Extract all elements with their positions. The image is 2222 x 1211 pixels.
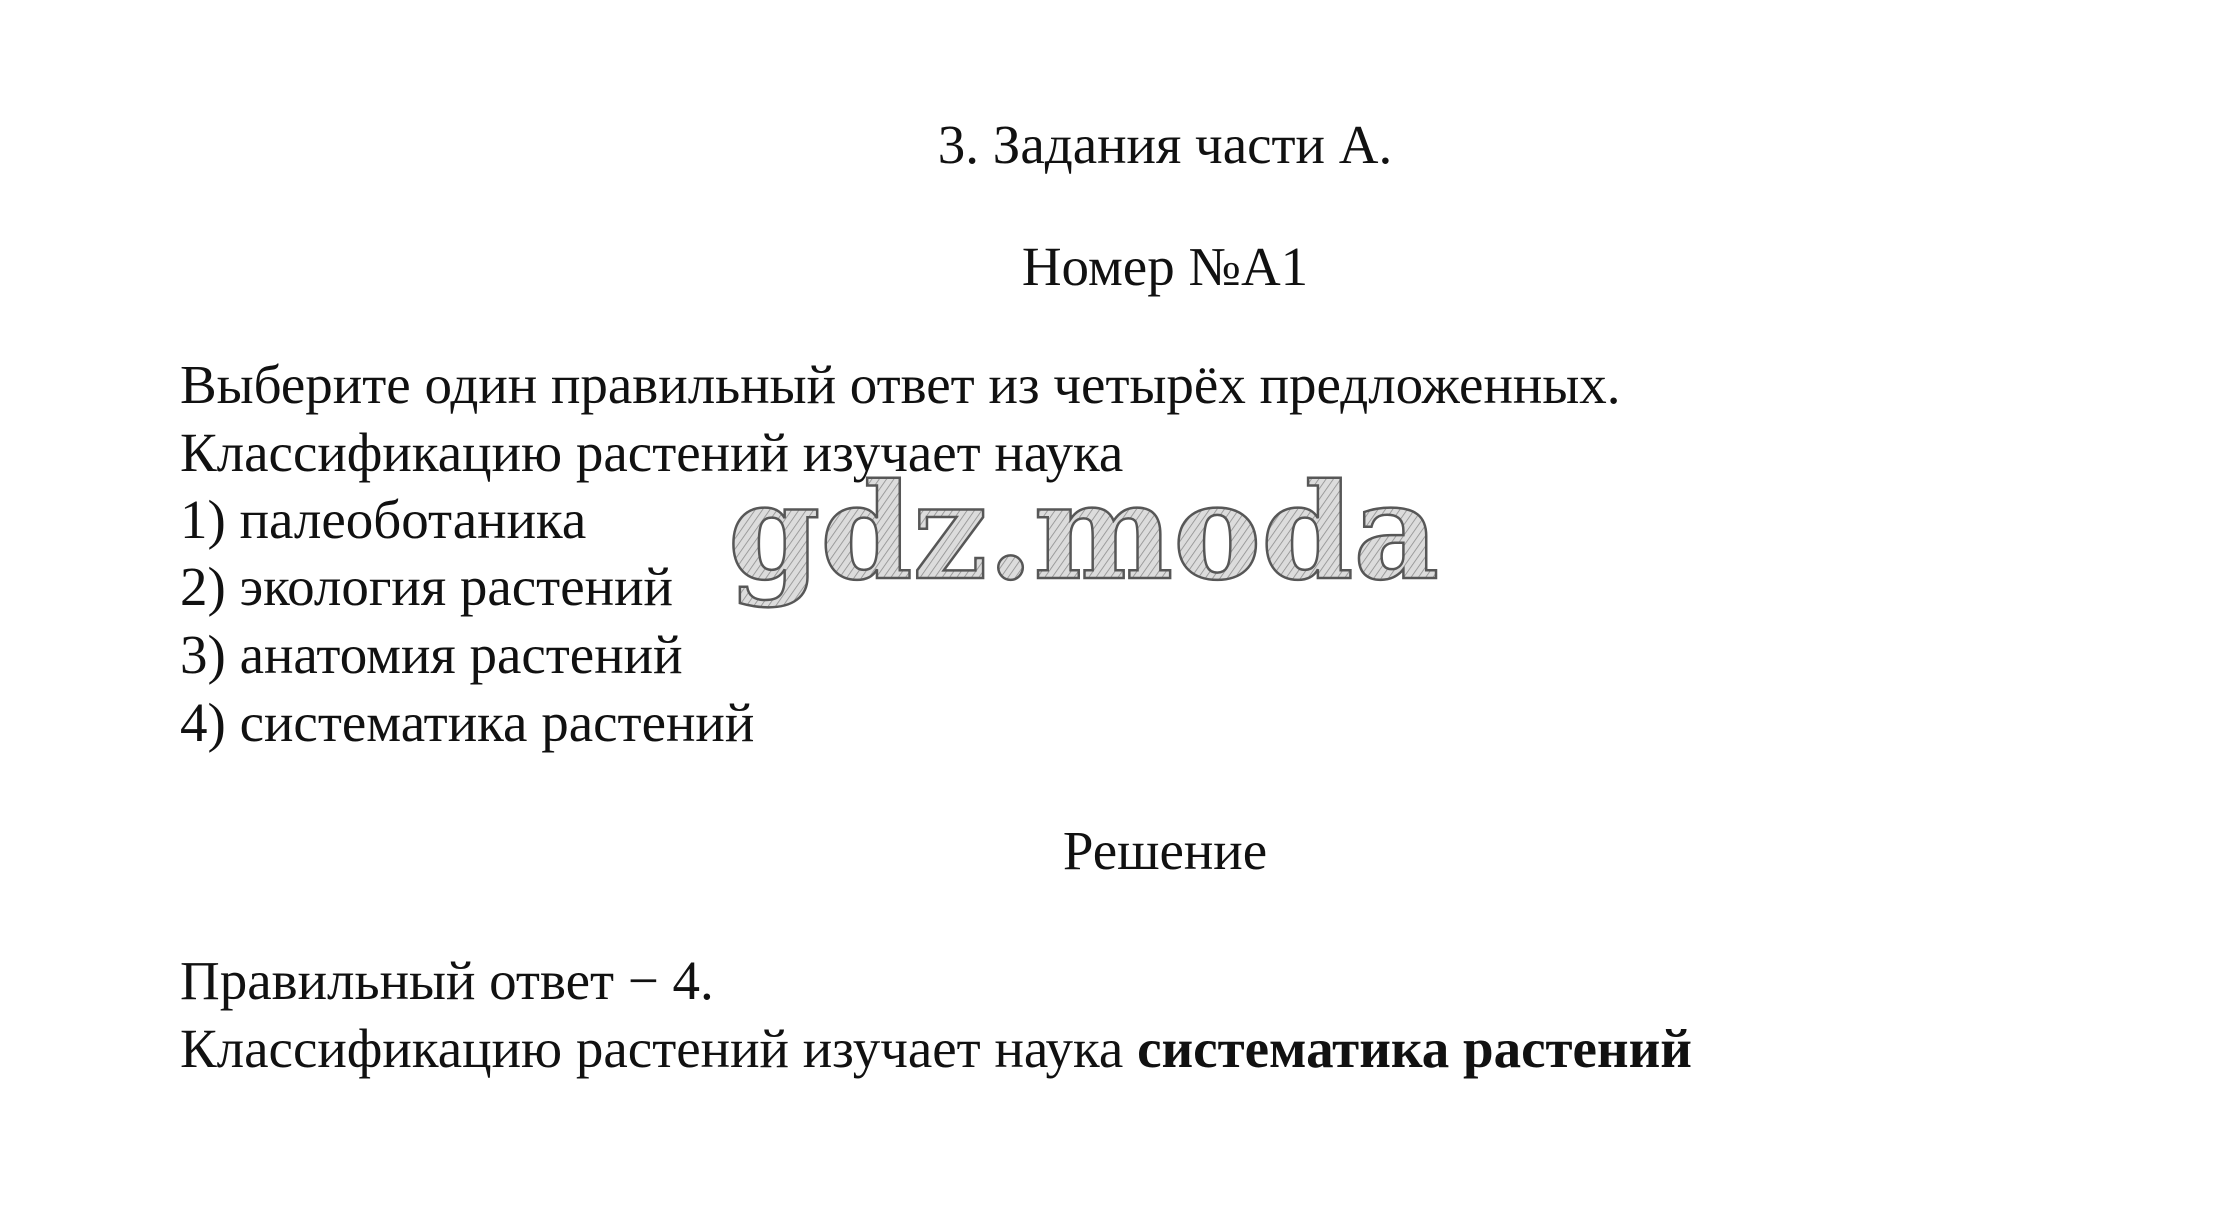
watermark-logo — [718, 455, 1440, 638]
instruction-text: Выберите один правильный ответ из четырёх предложенных. — [180, 354, 1621, 415]
section-title: 3. Задания части А. — [937, 114, 1393, 175]
answer-option-1: 1) палеоботаника — [180, 489, 587, 550]
answer-option-4: 4) систематика растений — [180, 692, 755, 753]
answer-option-3: 3) анатомия растений — [180, 624, 683, 685]
explanation-prefix: Классификацию растений изучает наука — [180, 1018, 1138, 1079]
explanation-bold-term: систематика растений — [1137, 1018, 1692, 1079]
question-text: Классификацию растений изучает наука — [180, 422, 1124, 483]
svg-text:gdz.moda: gdz.moda — [728, 455, 1440, 610]
answer-text: Правильный ответ − 4. — [180, 950, 714, 1011]
task-number: Номер №А1 — [1021, 236, 1309, 297]
answer-option-2: 2) экология растений — [180, 556, 673, 617]
explanation-text — [180, 1016, 1692, 1082]
solution-heading: Решение — [1062, 820, 1268, 881]
